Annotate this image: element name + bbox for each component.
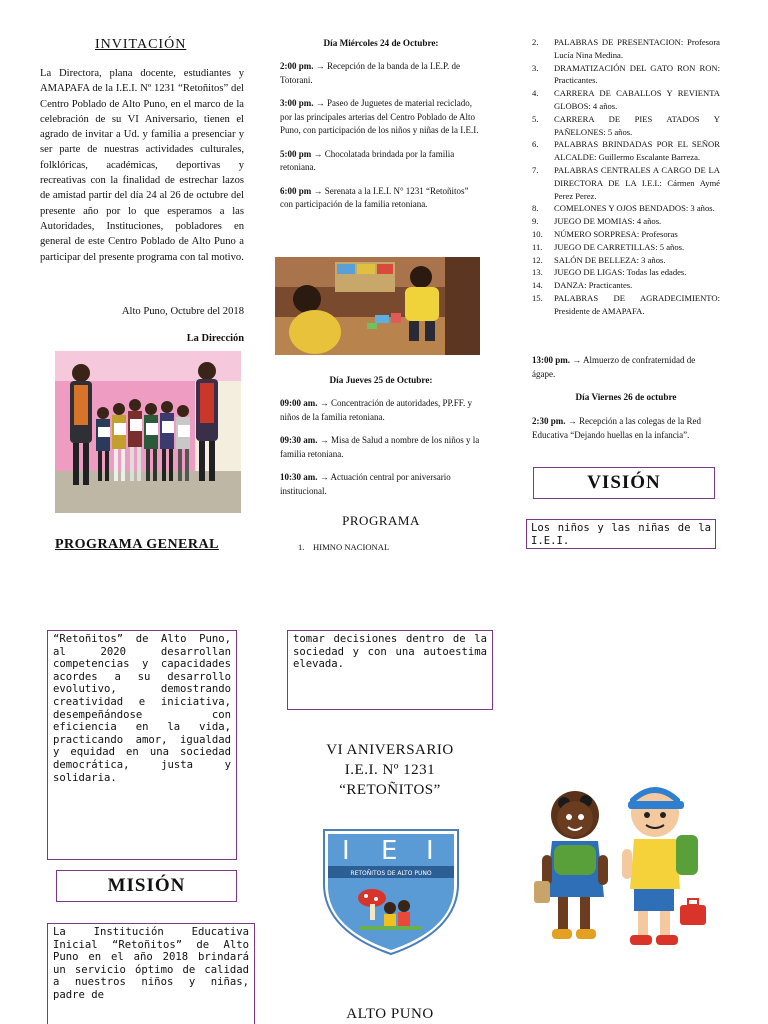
schedule-item: 09:00 am. → Concentración de autoridades, PP.FF. y niños de la familia retoniana.: [280, 398, 473, 422]
children-playing-photo: [275, 257, 480, 355]
program-item: 14. DANZA: Practicantes.: [532, 280, 633, 291]
wednesday-title: Día Miércoles 24 de Octubre:: [323, 38, 439, 48]
wednesday-schedule: [280, 38, 482, 222]
program-item: 8. COMELONES Y OJOS BENDADOS: 3 años.: [532, 203, 715, 214]
program-item: 15. PALABRAS DE AGRADECIMIENTO: Presidente de AMAPAFA.: [532, 292, 720, 316]
vision-label: VISIÓN: [533, 467, 715, 499]
program-list: [532, 36, 720, 318]
schedule-item: 6:00 pm → Serenata a la I.E.I. N° 1231 “Retoñitos” con participación de la familia retoniana.: [280, 185, 469, 209]
children-group-photo: [55, 351, 241, 513]
schedule-item: 10:30 am. → Actuación central por aniversario institucional.: [280, 472, 451, 496]
vision-text-part1: Los niños y las niñas de la I.E.I.: [526, 519, 716, 549]
school-logo: [320, 826, 462, 956]
program-item: 13. JUEGO DE LIGAS: Todas las edades.: [532, 267, 687, 278]
invitation-body: La Directora, plana docente, estudiantes y AMAPAFA de la I.E.I. Nº 1231 “Retoñitos” del Centro Poblado de Alto Puno, en el marco de la celebración de su VI Aniversario, tienen el agrado de invitar a Ud. y familia a presenciar y ser parte de nuestras actividades culturales, folklóricas, académicas, deportivas y recreativas con la finalidad de estrechar lazos de amistad partir del día 24 al 26 de octubre del presente año por lo que esperamos a las Autoridades, Instituciones, pobladores en general de este Centro Poblado de Alto Puno a participar del presente programa con tal motivo.: [40, 68, 244, 263]
vision-text-part3: tomar decisiones dentro de la sociedad y con una autoestima elevada.: [287, 630, 493, 710]
invitation-signature: La Dirección: [186, 333, 244, 344]
thursday-title: Día Jueves 25 de Octubre:: [329, 375, 433, 385]
svg-text:RETOÑITOS DE ALTO PUNO: RETOÑITOS DE ALTO PUNO: [350, 870, 432, 877]
program-item: 11. JUEGO DE CARRETILLAS: 5 años.: [532, 241, 685, 252]
schedule-item: 3:00 pm. → Paseo de Juguetes de material reciclado, por las principales arterias del Centro Poblado de Alto Puno, con participación de los niños y niñas de la I.E.I.: [280, 98, 479, 135]
program-item: 2. PALABRAS DE PRESENTACION: Profesora Lucía Nina Medina.: [532, 37, 720, 60]
mision-label: MISIÓN: [56, 870, 237, 902]
program-item: 5. CARRERA DE PIES ATADOS Y PAÑELONES: 5 años.: [532, 113, 720, 137]
program-item: 7. PALABRAS CENTRALES A CARGO DE LA DIRECTORA DE LA I.E.I.: Cármen Aymé Perez Perez.: [532, 164, 720, 201]
program-item: 6. PALABRAS BRINDADAS POR EL SEÑOR ALCALDE: Guillermo Escalante Barreza.: [532, 139, 720, 163]
program-item: 9. JUEGO DE MOMIAS: 4 años.: [532, 216, 662, 227]
friday-title: Día Viernes 26 de octubre: [575, 392, 677, 402]
cover-school-name: “RETOÑITOS”: [339, 782, 441, 798]
cartoon-children-illustration: [530, 785, 710, 970]
cover-school-number: I.E.I. Nº 1231: [344, 762, 436, 778]
cover-title: [287, 740, 493, 800]
svg-text:I: I: [426, 836, 434, 866]
program-item: 10. NÚMERO SORPRESA: Profesoras: [532, 228, 678, 239]
invitation-date: Alto Puno, Octubre del 2018: [121, 306, 244, 317]
schedule-item: 09:30 am. → Misa de Salud a nombre de los niños y la familia retoniana.: [280, 435, 480, 459]
schedule-item: 2:00 pm. → Recepción de la banda de la I.E.P. de Totorani.: [280, 61, 460, 85]
lunch-item: 13:00 pm. → Almuerzo de confraternidad de ágape.: [532, 355, 696, 379]
vision-text-part2: “Retoñitos” de Alto Puno, al 2020 desarrollan competencias y capacidades acordes a su desarrollo evolutivo, demostrando creatividad e iniciativa, desempeñándose con eficiencia en la vida, practicando amor, igualdad y equidad en una sociedad democrática, justa y solidaria.: [47, 630, 237, 860]
program-item-1: 1. HIMNO NACIONAL: [298, 542, 390, 552]
svg-text:E: E: [381, 836, 398, 866]
program-item: 4. CARRERA DE CABALLOS Y REVIENTA GLOBOS: 4 años.: [532, 88, 720, 111]
program-item: 3. DRAMATIZACIÓN DEL GATO RON RON: Practicantes.: [532, 62, 720, 86]
friday-item: 2:30 pm. → Recepción a las colegas de la Red Educativa “Dejando huellas en la infancia”.: [532, 416, 701, 440]
program-item: 12. SALÓN DE BELLEZA: 3 años.: [532, 254, 666, 265]
mision-text: La Institución Educativa Inicial “Retoñitos” de Alto Puno en el año 2018 brindará un servicio óptimo de calidad a nuestros niños y niñas, padre de: [47, 923, 255, 1024]
svg-text:I: I: [342, 836, 350, 866]
invitation-title: INVITACIÓN: [95, 37, 187, 52]
schedule-item: 5:00 pm → Chocolatada brindada por la familia retoniana.: [280, 148, 455, 172]
programa-title: PROGRAMA: [342, 513, 420, 528]
thursday-schedule: [280, 375, 482, 508]
cover-place: ALTO PUNO: [346, 1006, 434, 1022]
cover-anniversary: VI ANIVERSARIO: [326, 742, 454, 758]
programa-general-heading: PROGRAMA GENERAL: [55, 537, 219, 552]
